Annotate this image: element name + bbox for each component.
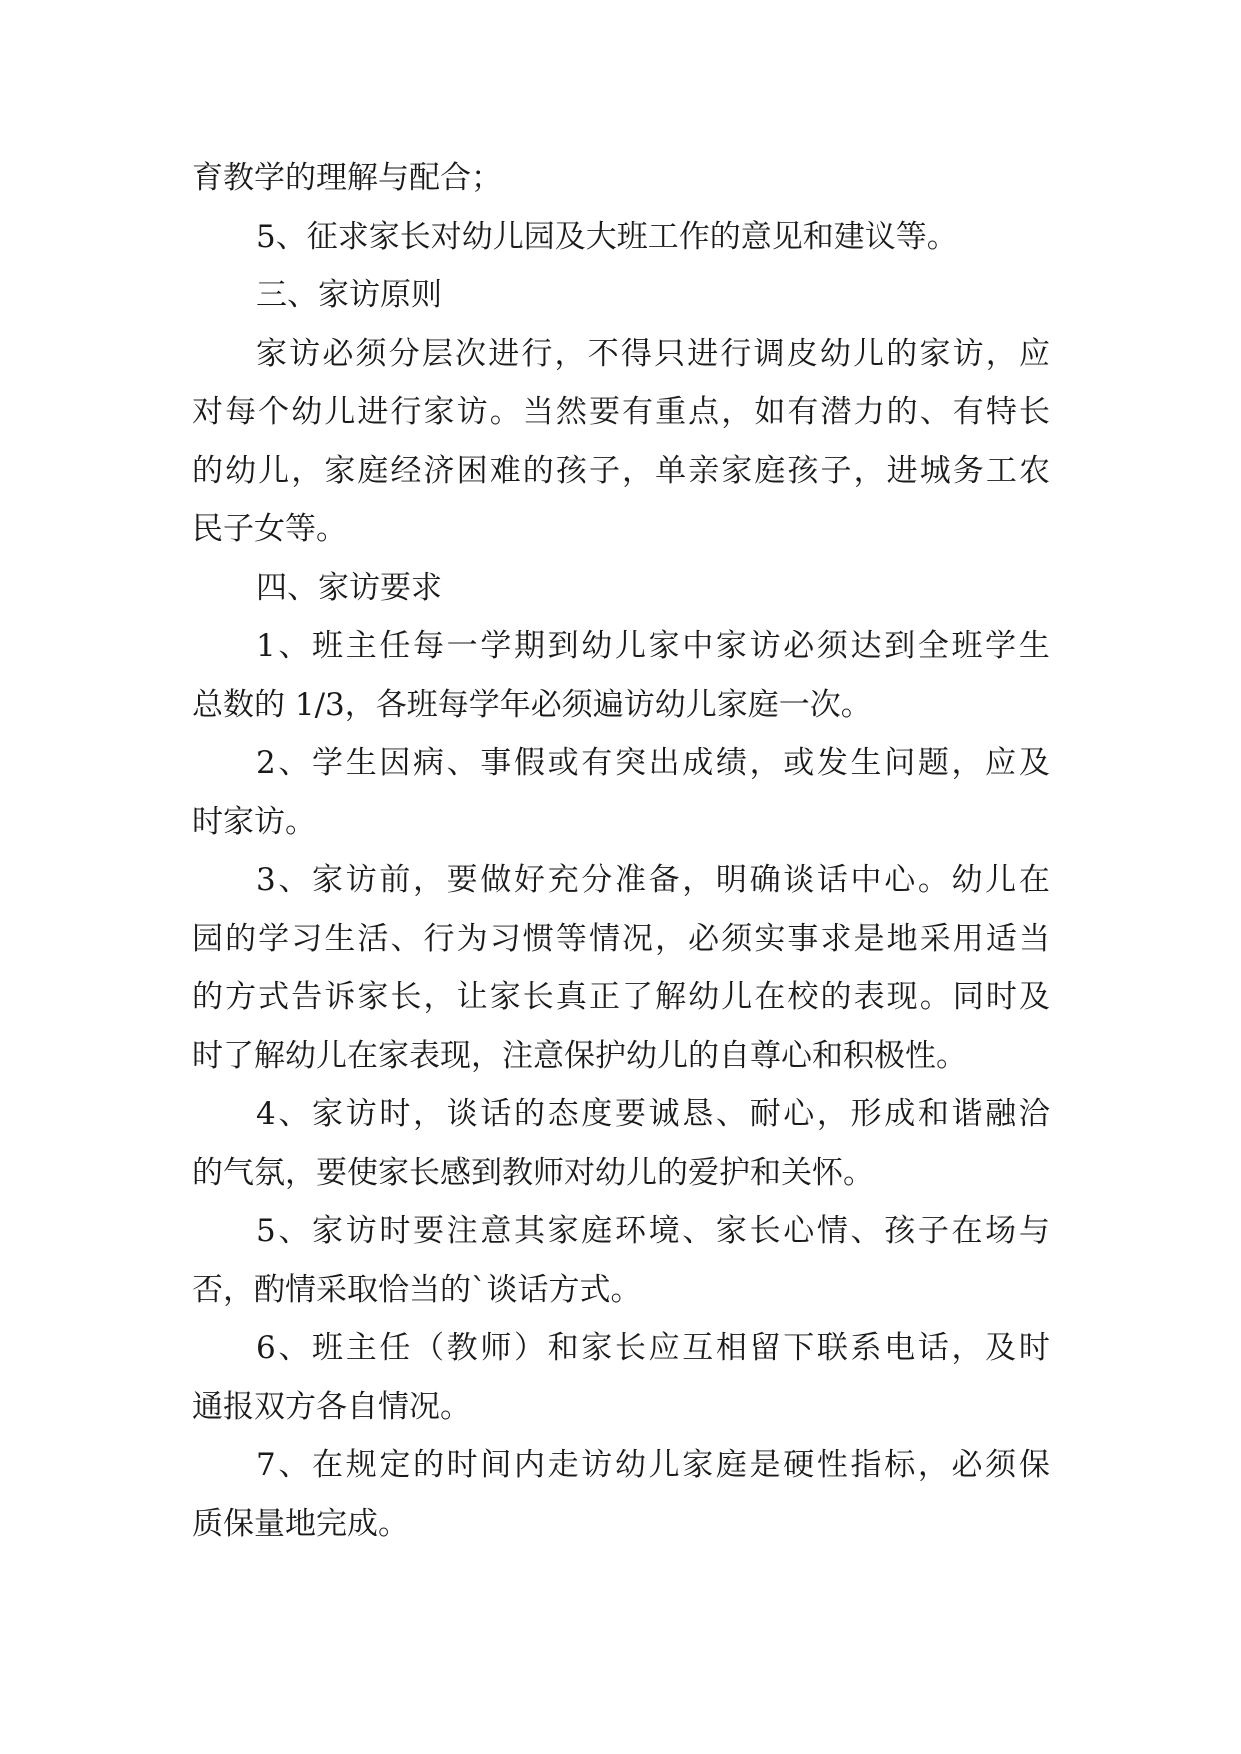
section-heading: 四、家访要求 bbox=[256, 569, 442, 606]
text-line: 5 、 家 访 时 要 注 意 其 家 庭 环 境 、 家 长 心 情 、 孩 子 在 场 与 bbox=[256, 1213, 1050, 1249]
text-line: 民子女等。 bbox=[192, 511, 347, 547]
text-line: 的 幼 儿 ， 家 庭 经 济 困 难 的 孩 子 ， 单 亲 家 庭 孩 子 ， 进 城 务 工 农 bbox=[192, 452, 1050, 489]
text-line: 通报双方各自情况。 bbox=[192, 1388, 471, 1425]
text-line: 3 、 家 访 前 ， 要 做 好 充 分 准 备 ， 明 确 谈 话 中 心 。 幼 儿 在 bbox=[256, 862, 1050, 898]
text-line: 家 访 必 须 分 层 次 进 行 ， 不 得 只 进 行 调 皮 幼 儿 的 家 访 ， 应 bbox=[256, 335, 1050, 372]
text-line: 1 、 班 主 任 每 一 学 期 到 幼 儿 家 中 家 访 必 须 达 到 全 班 学 生 bbox=[256, 628, 1050, 664]
text-line: 2 、 学 生 因 病 、 事 假 或 有 突 出 成 绩 ， 或 发 生 问 题 ， 应 及 bbox=[256, 745, 1050, 781]
text-line: 对 每 个 幼 儿 进 行 家 访 。 当 然 要 有 重 点 ， 如 有 潜 力 的 、 有 特 长 bbox=[192, 394, 1050, 430]
text-line: 的 方 式 告 诉 家 长 ， 让 家 长 真 正 了 解 幼 儿 在 校 的 表 现 。 同 时 及 bbox=[192, 979, 1050, 1015]
text-line: 5、征求家长对幼儿园及大班工作的意见和建议等。 bbox=[256, 218, 958, 255]
document-body bbox=[192, 158, 1050, 1562]
text-line: 质保量地完成。 bbox=[192, 1505, 409, 1542]
text-line: 时家访。 bbox=[192, 803, 316, 840]
section-heading: 三、家访原则 bbox=[256, 277, 442, 313]
text-line: 育教学的理解与配合； bbox=[192, 160, 502, 196]
text-line: 6 、 班 主 任 （ 教 师 ） 和 家 长 应 互 相 留 下 联 系 电 话 ， 及 时 bbox=[256, 1330, 1050, 1366]
text-line: 总数的 1/3，各班每学年必须遍访幼儿家庭一次。 bbox=[192, 686, 872, 723]
text-line: 的气氛，要使家长感到教师对幼儿的爱护和关怀。 bbox=[192, 1154, 874, 1191]
text-line: 4 、 家 访 时 ， 谈 话 的 态 度 要 诚 恳 、 耐 心 ， 形 成 和 谐 融 洽 bbox=[256, 1096, 1050, 1132]
text-line: 时了解幼儿在家表现，注意保护幼儿的自尊心和积极性。 bbox=[192, 1037, 967, 1074]
text-line: 7 、 在 规 定 的 时 间 内 走 访 幼 儿 家 庭 是 硬 性 指 标 ， 必 须 保 bbox=[256, 1447, 1050, 1483]
text-line: 否，酌情采取恰当的`谈话方式。 bbox=[192, 1271, 642, 1308]
text-line: 园 的 学 习 生 活 、 行 为 习 惯 等 情 况 ， 必 须 实 事 求 是 地 采 用 适 当 bbox=[192, 920, 1050, 957]
